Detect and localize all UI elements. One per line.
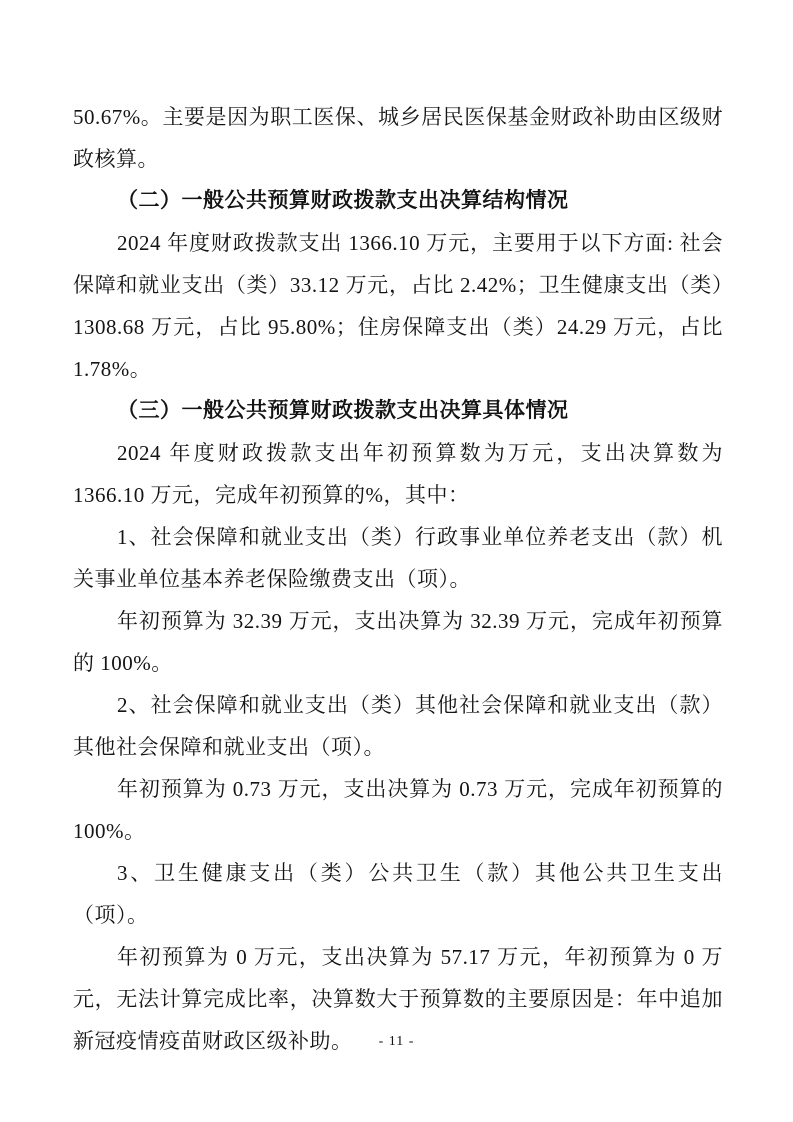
paragraph-expenditure-structure: 2024 年度财政拨款支出 1366.10 万元，主要用于以下方面: 社会保障和就业支出（类）33.12 万元，占比 2.42%；卫生健康支出（类）1308.68 万元，占比 95.80%；住房保障支出（类）24.29 万元，占比 1.78%。 [73, 231, 723, 381]
paragraph-item-1-title: 1、社会保障和就业支出（类）行政事业单位养老支出（款）机关事业单位基本养老保险缴费支出（项）。 [73, 525, 723, 591]
paragraph-item-1-detail: 年初预算为 32.39 万元，支出决算为 32.39 万元，完成年初预算的 100%。 [73, 609, 723, 675]
paragraph-item-3-title: 3、卫生健康支出（类）公共卫生（款）其他公共卫生支出（项）。 [73, 861, 723, 927]
paragraph-expenditure-detail-intro: 2024 年度财政拨款支出年初预算数为万元，支出决算数为 1366.10 万元，完成年初预算的%，其中： [73, 441, 723, 507]
paragraph-item-2-title: 2、社会保障和就业支出（类）其他社会保障和就业支出（款）其他社会保障和就业支出（项）。 [73, 693, 723, 759]
section-heading-3: （三）一般公共预算财政拨款支出决算具体情况 [117, 399, 569, 422]
paragraph-item-3-detail: 年初预算为 0 万元，支出决算为 57.17 万元，年初预算为 0 万元，无法计算完成比率，决算数大于预算数的主要原因是：年中追加新冠疫情疫苗财政区级补助。 [73, 945, 723, 1053]
continued-paragraph-carryover: 50.67%。主要是因为职工医保、城乡居民医保基金财政补助由区级财政核算。 [73, 105, 723, 171]
paragraph-item-2-detail: 年初预算为 0.73 万元，支出决算为 0.73 万元，完成年初预算的 100%。 [73, 777, 723, 843]
document-body [73, 96, 723, 1062]
section-heading-2: （二）一般公共预算财政拨款支出决算结构情况 [117, 189, 569, 212]
page-number: - 11 - [378, 1034, 415, 1049]
